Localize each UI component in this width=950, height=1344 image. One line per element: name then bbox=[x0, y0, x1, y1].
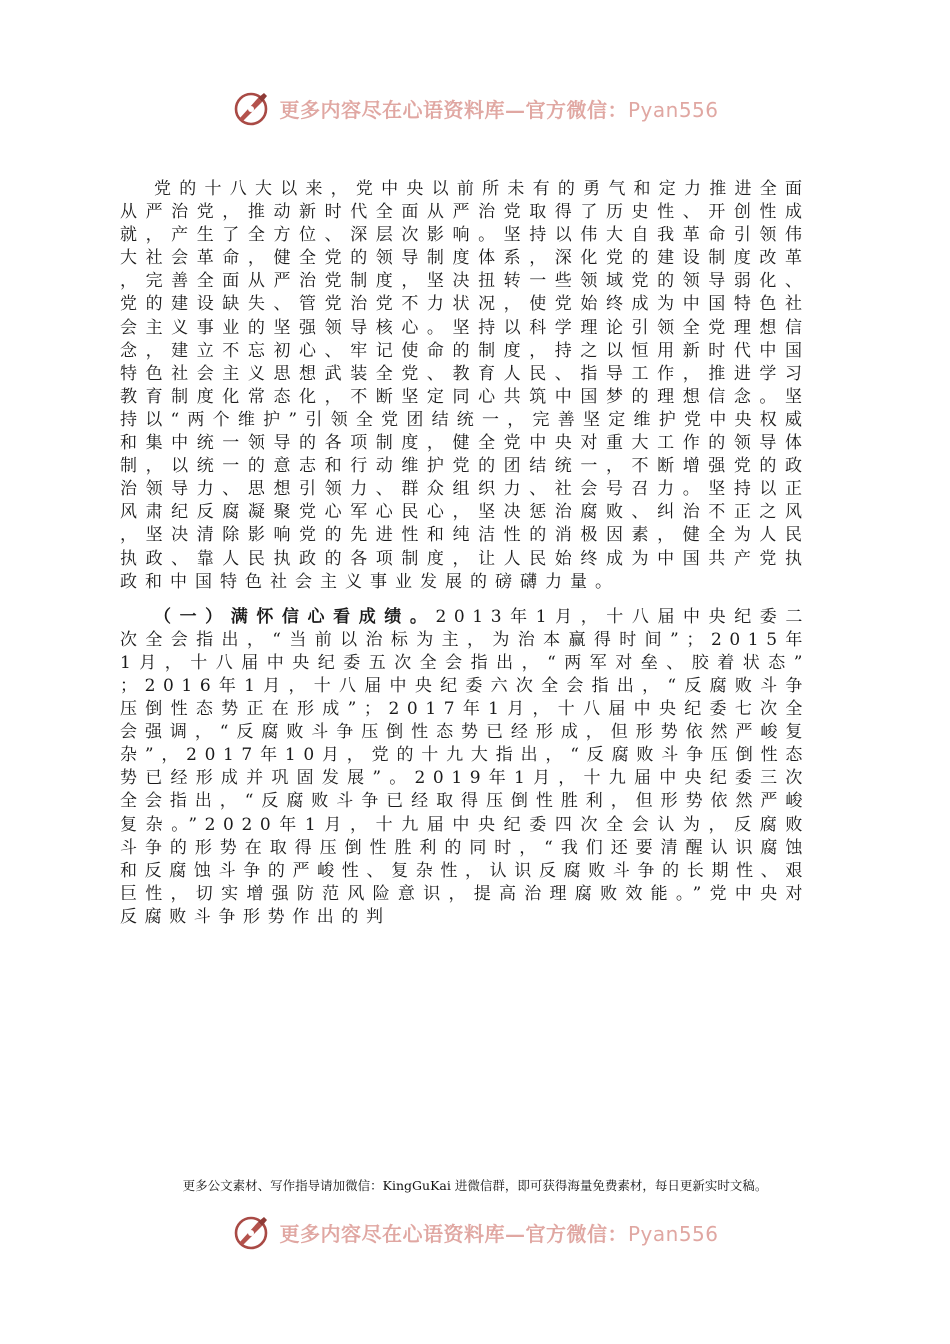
paragraph bbox=[120, 606, 810, 929]
watermark-top bbox=[0, 84, 950, 132]
watermark-text bbox=[279, 1218, 718, 1247]
document-body bbox=[120, 178, 810, 929]
watermark-wechat-id: Pyan556 bbox=[627, 97, 719, 122]
paragraph-text: 2013年1月，十八届中央纪委二次全会指出，“当前以治标为主，为治本赢得时间”；2015年1月，十八届中央纪委五次全会指出，“两军对垒、胶着状态”；2016年1月，十八届中央纪委六次全会指出，“反腐败斗争压倒性态势正在形成”；2017年1月，十八届中央纪委七次全会强调，“反腐败斗争压倒性态势已经形成，但形势依然严峻复杂”，2017年10月，党的十九大指出，“反腐败斗争压倒性态势已经形成并巩固发展”。2019年1月，十九届中央纪委三次全会指出，“反腐败斗争已经取得压倒性胜利，但形势依然严峻复杂。”2020年1月，十九届中央纪委四次全会认为，反腐败斗争的形势在取得压倒性胜利的同时，“我们还要清醒认识腐蚀和反腐蚀斗争的严峻性、复杂性，认识反腐败斗争的长期性、艰巨性，切实增强防范风险意识，提高治理腐败效能。”党中央对反腐败斗争形势作出的判 bbox=[120, 606, 810, 927]
section-heading: （一）满怀信心看成绩。 bbox=[154, 606, 436, 627]
paragraph: 党的十八大以来，党中央以前所未有的勇气和定力推进全面从严治党，推动新时代全面从严治党取得了历史性、开创性成就，产生了全方位、深层次影响。坚持以伟大自我革命引领伟大社会革命，健全党的领导制度体系，深化党的建设制度改革，完善全面从严治党制度，坚决扭转一些领域党的领导弱化、党的建设缺失、管党治党不力状况，使党始终成为中国特色社会主义事业的坚强领导核心。坚持以科学理论引领全党理想信念，建立不忘初心、牢记使命的制度，持之以恒用新时代中国特色社会主义思想武装全党、教育人民、指导工作，推进学习教育制度化常态化，不断坚定同心共筑中国梦的理想信念。坚持以“两个维护”引领全党团结统一，完善坚定维护党中央权威和集中统一领导的各项制度，健全党中央对重大工作的领导体制，以统一的意志和行动维护党的团结统一，不断增强党的政治领导力、思想引领力、群众组织力、社会号召力。坚持以正风肃纪反腐凝聚党心军心民心，坚决惩治腐败、纠治不正之风，坚决清除影响党的先进性和纯洁性的消极因素，健全为人民执政、靠人民执政的各项制度，让人民始终成为中国共产党执政和中国特色社会主义事业发展的磅礴力量。 bbox=[120, 179, 810, 592]
watermark-wechat-id: Pyan556 bbox=[627, 1221, 719, 1246]
watermark-bottom bbox=[0, 1208, 950, 1256]
pen-nib-circle-icon bbox=[231, 88, 271, 128]
watermark-text-cn: 更多内容尽在心语资料库—官方微信： bbox=[279, 1221, 628, 1246]
pen-nib-circle-icon bbox=[231, 1212, 271, 1252]
footer-note: 更多公文素材、写作指导请加微信：KingGuKai 进微信群，即可获得海量免费素材，每日更新实时文稿。 bbox=[182, 1178, 768, 1193]
watermark-text-cn: 更多内容尽在心语资料库—官方微信： bbox=[279, 97, 628, 122]
watermark-text bbox=[279, 94, 718, 123]
